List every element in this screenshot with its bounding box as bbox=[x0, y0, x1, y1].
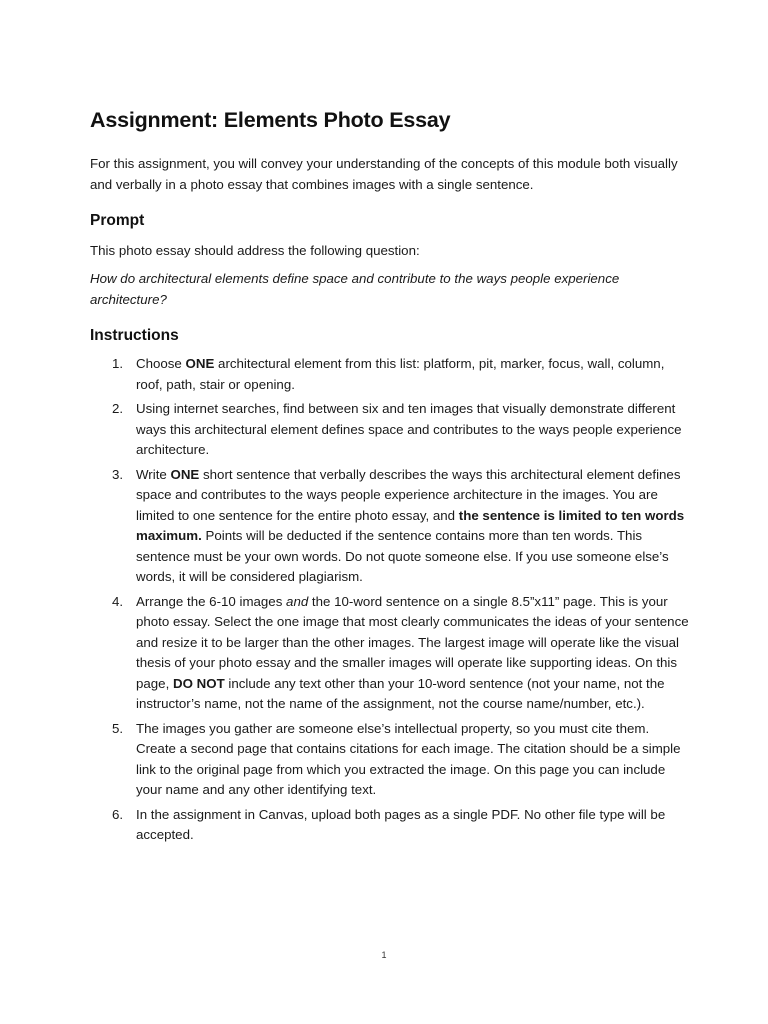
instruction-item bbox=[90, 719, 690, 801]
page-number: 1 bbox=[381, 950, 387, 960]
document-title: Assignment: Elements Photo Essay bbox=[90, 108, 451, 132]
instruction-number: 2. bbox=[112, 401, 124, 416]
instruction-emphasis: ONE bbox=[185, 356, 215, 371]
instruction-emphasis: DO NOT bbox=[172, 675, 225, 691]
instruction-emphasis: ONE bbox=[170, 466, 200, 482]
instruction-emphasis: the sentence is limited to ten words maximum. bbox=[136, 507, 685, 543]
instruction-text: In the assignment in Canvas, upload both pages as a single PDF. No other file type will be accepted. bbox=[136, 806, 666, 842]
instruction-text: include any text other than your 10-word sentence (not your name, not the instructor’s name, not the name of the assignment, not the course name/number, etc.). bbox=[136, 675, 665, 711]
instruction-number: 6. bbox=[112, 806, 124, 822]
instruction-text: Points will be deducted if the sentence contains more than ten words. This sentence must be your own words. Do not quote someone else. If you use someone else’s words, it will be considered plagiarism. bbox=[136, 528, 669, 584]
prompt-lead: This photo essay should address the following question: bbox=[90, 243, 420, 258]
instruction-text: short sentence that verbally describes the ways this architectural element defines space and contributes to the ways people experience architecture in the images. You are limited to one sentence for the entire photo essay, and bbox=[136, 466, 681, 523]
instruction-text: Using internet searches, find between six and ten images that visually demonstrate different ways this architectural element defines space and contributes to the ways people experience architecture. bbox=[136, 401, 682, 457]
instruction-item bbox=[90, 399, 690, 461]
prompt-question-text: How do architectural elements define space and contribute to the ways people experience architecture? bbox=[90, 271, 620, 307]
intro-paragraph: For this assignment, you will convey your understanding of the concepts of this module both visually and verbally in a photo essay that combines images with a single sentence. bbox=[90, 156, 678, 192]
instructions-list bbox=[90, 354, 690, 850]
instruction-number: 3. bbox=[112, 466, 124, 482]
instruction-italic: and bbox=[286, 593, 309, 609]
instruction-text: The images you gather are someone else’s intellectual property, so you must cite them. Create a second page that contains citations for each image. The citation should be a simple link to the original page from which you extracted the image. On this page you can include your name and any other identifying text. bbox=[136, 720, 681, 797]
instruction-number: 4. bbox=[112, 593, 124, 609]
instruction-text: architectural element from this list: platform, pit, marker, focus, wall, column, roof, path, stair or opening. bbox=[136, 356, 665, 392]
prompt-question bbox=[90, 268, 690, 310]
instruction-text: Arrange the 6-10 images bbox=[136, 593, 287, 609]
instruction-number: 1. bbox=[112, 356, 124, 371]
instruction-text: the 10-word sentence on a single 8.5”x11” page. This is your photo essay. Select the one image that most clearly communicates the ideas of your sentence and resize it to be larger than the other images. The largest image will operate like the visual thesis of your photo essay and the smaller images will operate like supporting ideas. On this page, bbox=[136, 593, 689, 691]
instructions-heading: Instructions bbox=[90, 327, 179, 344]
instruction-item bbox=[90, 354, 690, 395]
prompt-heading: Prompt bbox=[90, 212, 145, 229]
instruction-text: Write bbox=[136, 466, 171, 482]
instruction-item bbox=[90, 592, 690, 715]
instruction-text: Choose bbox=[136, 356, 186, 371]
instruction-item bbox=[90, 465, 690, 588]
instruction-item bbox=[90, 805, 690, 846]
instruction-number: 5. bbox=[112, 720, 124, 736]
